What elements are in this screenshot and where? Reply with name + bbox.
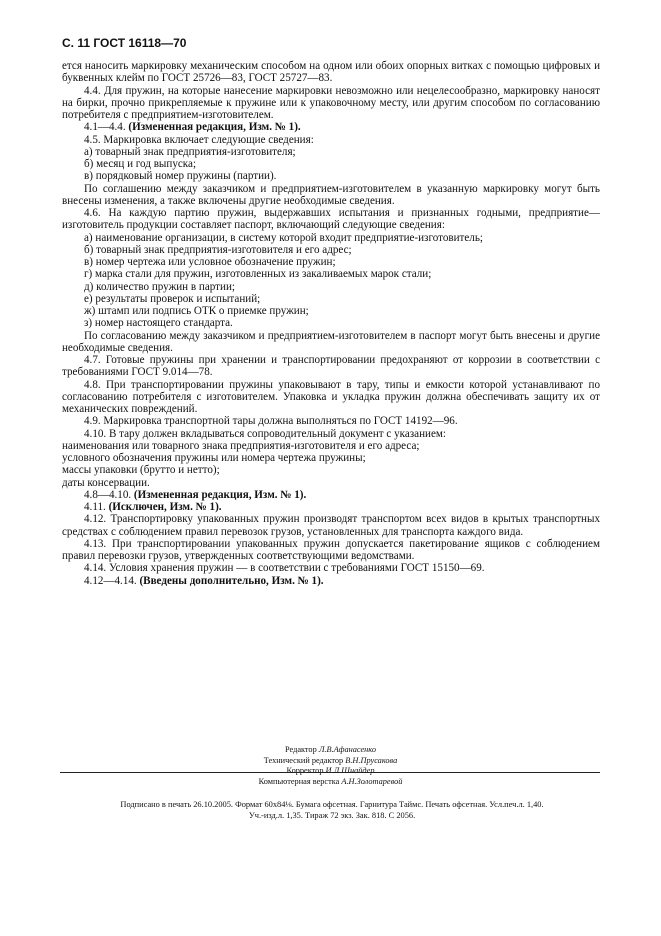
paragraph-4-7: 4.7. Готовые пружины при хранении и транспортировании предохраняют от коррозии в соответствии с требованиями ГОСТ 9.014—78. <box>62 354 600 379</box>
credit-name: И.Л.Шнайдер <box>325 766 375 775</box>
credit-name: В.Н.Прусакова <box>345 755 398 765</box>
amendment-note <box>62 489 600 501</box>
paragraph-4-14: 4.14. Условия хранения пружин — в соответствии с требованиями ГОСТ 15150—69. <box>84 562 485 575</box>
paragraph: По соглашению между заказчиком и предприятием-изготовителем в указанную маркировку могут быть внесены изменения, а также включены другие необходимые сведения. <box>62 182 600 207</box>
credit-label: Компьютерная верстка <box>258 776 342 786</box>
imprint-line: Уч.-изд.л. 1,35. Тираж 72 экз. Зак. 818. С 2056. <box>248 811 416 820</box>
credit-editor <box>0 745 661 756</box>
credit-name: А.Н.Золотаревой <box>341 776 403 786</box>
paragraph-4-8: 4.8. При транспортировании пружины упаковывают в тару, типы и емкости которой устанавливают по согласованию потребителя с изготовителем. Упаковка и укладка пружин должна обеспечивать защиту их от механических повреждений. <box>62 378 600 415</box>
divider-line <box>60 772 600 773</box>
credit-name: Л.В.Афанасенко <box>318 745 376 754</box>
paragraph-4-4: 4.4. Для пружин, на которые нанесение маркировки невозможно или нецелесообразно, маркировку наносят на бирки, прочно прикрепляемые к пружине или к упаковочному месту, или другим способом по согласованию потребителя с предприятием-изготовителем. <box>62 84 600 121</box>
amendment-text: (Измененная редакция, Изм. № 1). <box>128 121 301 134</box>
paragraph-4-12: 4.12. Транспортировку упакованных пружин производят транспортом всех видов в крытых транспортных средствах с соблюдением правил перевозок грузов, установленных для транспорта каждого вида. <box>62 513 600 538</box>
amendment-range: 4.12—4.14. <box>84 574 140 587</box>
credit-label: Редактор <box>285 745 319 754</box>
imprint-line: Подписано в печать 26.10.2005. Формат 60x84⅛. Бумага офсетная. Гарнитура Таймс. Печать офсетная. Усл.печ.л. 1,40. <box>120 800 544 809</box>
credit-layout <box>0 777 661 788</box>
list-item: б) товарный знак предприятия-изготовителя и его адрес; <box>84 243 352 256</box>
list-item: в) номер чертежа или условное обозначение пружин; <box>84 256 336 268</box>
paragraph-4-5: 4.5. Маркировка включает следующие сведения: <box>84 133 314 146</box>
credit-tech-editor <box>0 756 661 767</box>
amendment-note <box>62 121 600 133</box>
credit-label: Корректор <box>286 766 326 775</box>
list-item: ж) штамп или подпись ОТК о приемке пружин; <box>84 305 309 317</box>
list-item: з) номер настоящего стандарта. <box>84 317 233 330</box>
paragraph: По согласованию между заказчиком и предприятием-изготовителем в паспорт могут быть внесены и другие необходимые сведения. <box>62 329 600 354</box>
paragraph-4-10: 4.10. В тару должен вкладываться сопроводительный документ с указанием: <box>84 427 446 440</box>
imprint-block <box>62 799 602 821</box>
document-body <box>62 60 600 587</box>
list-item: д) количество пружин в партии; <box>84 280 235 293</box>
paragraph-4-13: 4.13. При транспортировании упакованных пружин допускается пакетирование ящиков с соблюдением правил перевозки грузов, утвержденных соответствующими ведомствами. <box>62 537 600 562</box>
amendment-range: 4.1—4.4. <box>84 121 129 134</box>
list-item: даты консервации. <box>62 476 150 489</box>
list-item: а) товарный знак предприятия-изготовителя; <box>84 145 296 158</box>
amendment-range: 4.8—4.10. <box>84 488 134 501</box>
amendment-text: (Измененная редакция, Изм. № 1). <box>133 488 307 501</box>
amendment-note <box>62 575 600 587</box>
amendment-text: (Исключен, Изм. № 1). <box>108 501 222 513</box>
credits-block <box>0 745 661 787</box>
list-item: условного обозначения пружины или номера чертежа пружины; <box>62 452 366 464</box>
paragraph-4-9: 4.9. Маркировка транспортной тары должна выполняться по ГОСТ 14192—96. <box>84 415 458 428</box>
list-item: массы упаковки (брутто и нетто); <box>62 464 220 477</box>
list-item: г) марка стали для пружин, изготовленных из закаливаемых марок стали; <box>84 268 432 281</box>
list-item: б) месяц и год выпуска; <box>84 158 197 170</box>
list-item: е) результаты проверок и испытаний; <box>84 292 261 305</box>
list-item: наименования или товарного знака предприятия-изготовителя и его адреса; <box>62 439 420 452</box>
list-item: в) порядковый номер пружины (партии). <box>84 170 277 183</box>
amendment-text: (Введены дополнительно, Изм. № 1). <box>139 574 324 587</box>
list-item: а) наименование организации, в систему которой входит предприятие-изготовитель; <box>84 231 483 244</box>
clause-number: 4.11. <box>84 501 109 513</box>
paragraph-4-6: 4.6. На каждую партию пружин, выдержавших испытания и признанных годными, предприятие—изготовитель продукции составляет паспорт, включающий следующие сведения: <box>62 207 600 232</box>
credit-label: Технический редактор <box>263 755 346 765</box>
paragraph: ется наносить маркировку механическим способом на одном или обоих опорных витках с помощью цифровых и буквенных клейм по ГОСТ 25726—83, ГОСТ 25727—83. <box>62 60 600 85</box>
paragraph-4-11 <box>62 501 600 513</box>
page-header: С. 11 ГОСТ 16118—70 <box>62 36 187 50</box>
